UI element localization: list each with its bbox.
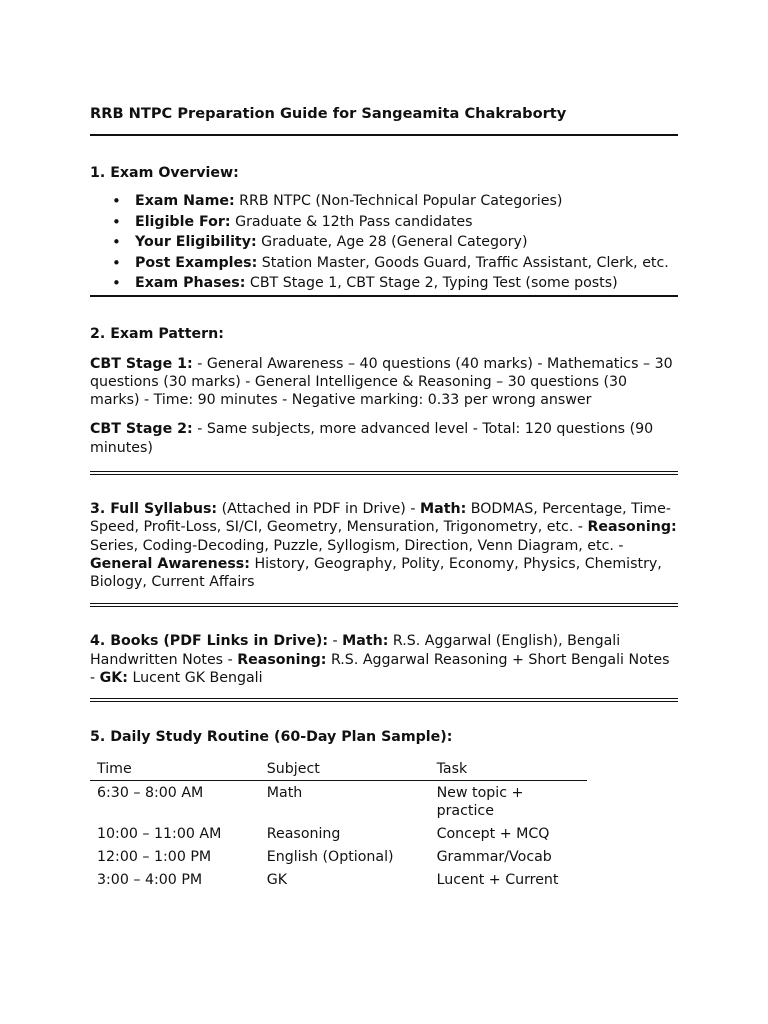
section-heading: 5. Daily Study Routine (60-Day Plan Sample): (90, 729, 453, 746)
cbt-stage-2 (90, 420, 678, 457)
math-label: Math: (342, 633, 389, 650)
column-header-task: Task (430, 759, 587, 781)
table-row (90, 822, 587, 845)
document-title: RRB NTPC Preparation Guide for Sangeamita Chakraborty (90, 105, 567, 122)
cell-task: New topic + practice (436, 785, 524, 820)
books-paragraph (90, 632, 678, 687)
item-label: Your Eligibility: (135, 234, 257, 250)
reasoning-text: Series, Coding-Decoding, Puzzle, Syllogism, Direction, Venn Diagram, etc. - (90, 537, 624, 554)
cell-subject: GK (266, 872, 288, 889)
section-exam-overview (90, 164, 678, 297)
item-text: RRB NTPC (Non-Technical Popular Categories) (234, 193, 563, 209)
reasoning-label: Reasoning: (587, 519, 677, 536)
overview-list (90, 192, 678, 293)
column-header-time: Time (90, 759, 260, 781)
section-full-syllabus (90, 500, 678, 607)
title-divider (90, 134, 678, 136)
list-item (90, 213, 678, 232)
column-header-subject: Subject (260, 759, 430, 781)
item-text: Graduate, Age 28 (General Category) (256, 234, 528, 250)
section-divider (90, 698, 678, 702)
item-label: Eligible For: (135, 213, 231, 230)
gk-text: Lucent GK Bengali (127, 670, 263, 687)
cell-task: Lucent + Current (436, 872, 559, 889)
section-heading: 3. Full Syllabus: (90, 500, 218, 517)
cbt-stage-1 (90, 355, 678, 410)
stage-text: - General Awareness – 40 questions (40 marks) - Mathematics – 30 questions (30 marks) - General Intelligence & Reasoning – 30 questions (30 marks) - Time: 90 minutes - Negative marking: 0.33 per wrong answer (90, 355, 673, 409)
section-divider (90, 603, 678, 607)
cell-time: 12:00 – 1:00 PM (97, 849, 212, 866)
item-label: Exam Phases: (135, 275, 246, 291)
list-item (90, 274, 678, 293)
gk-label: GK: (99, 670, 128, 687)
item-text: CBT Stage 1, CBT Stage 2, Typing Test (some posts) (245, 275, 618, 291)
table-row (90, 845, 587, 868)
math-label: Math: (420, 500, 467, 517)
section-study-routine (90, 728, 678, 891)
section-heading: 1. Exam Overview: (90, 165, 239, 181)
syllabus-paragraph (90, 500, 678, 591)
section-heading: 4. Books (PDF Links in Drive): (90, 633, 329, 650)
stage-label: CBT Stage 2: (90, 421, 193, 438)
table-row (90, 868, 587, 891)
section-divider (90, 295, 678, 297)
cell-time: 3:00 – 4:00 PM (97, 872, 203, 889)
routine-table (90, 759, 587, 891)
ga-text: History, Geography, Polity, Economy, Physics, Chemistry, Biology, Current Affairs (90, 555, 662, 591)
cell-task: Grammar/Vocab (436, 849, 552, 866)
stage-text: - Same subjects, more advanced level - Total: 120 questions (90 minutes) (90, 421, 654, 456)
section-divider (90, 471, 678, 475)
syllabus-intro: (Attached in PDF in Drive) - (217, 500, 420, 517)
cell-subject: Math (266, 785, 303, 802)
item-label: Exam Name: (135, 193, 235, 209)
section-exam-pattern (90, 325, 678, 475)
list-item (90, 254, 678, 273)
document-body (90, 104, 678, 891)
table-row (90, 781, 587, 823)
stage-label: CBT Stage 1: (90, 355, 193, 372)
cell-task: Concept + MCQ (436, 826, 550, 843)
cell-time: 6:30 – 8:00 AM (97, 785, 204, 802)
cell-time: 10:00 – 11:00 AM (97, 826, 222, 843)
section-books (90, 632, 678, 702)
section-heading: 2. Exam Pattern: (90, 325, 224, 342)
item-text: Graduate & 12th Pass candidates (230, 213, 473, 230)
item-text: Station Master, Goods Guard, Traffic Assistant, Clerk, etc. (257, 254, 669, 271)
math-text: R.S. Aggarwal (English), Bengali Handwritten Notes - (90, 633, 621, 668)
ga-label: General Awareness: (90, 555, 250, 572)
reasoning-text: R.S. Aggarwal Reasoning + Short Bengali Notes - (90, 651, 670, 687)
table-header-row (90, 759, 587, 781)
books-separator: - (328, 633, 343, 650)
cell-subject: Reasoning (266, 826, 341, 843)
list-item (90, 192, 678, 211)
item-label: Post Examples: (135, 254, 258, 271)
cell-subject: English (Optional) (266, 849, 394, 866)
reasoning-label: Reasoning: (237, 651, 327, 668)
math-text: BODMAS, Percentage, Time-Speed, Profit-Loss, SI/CI, Geometry, Mensuration, Trigonometry, etc. - (90, 500, 671, 536)
list-item (90, 233, 678, 252)
